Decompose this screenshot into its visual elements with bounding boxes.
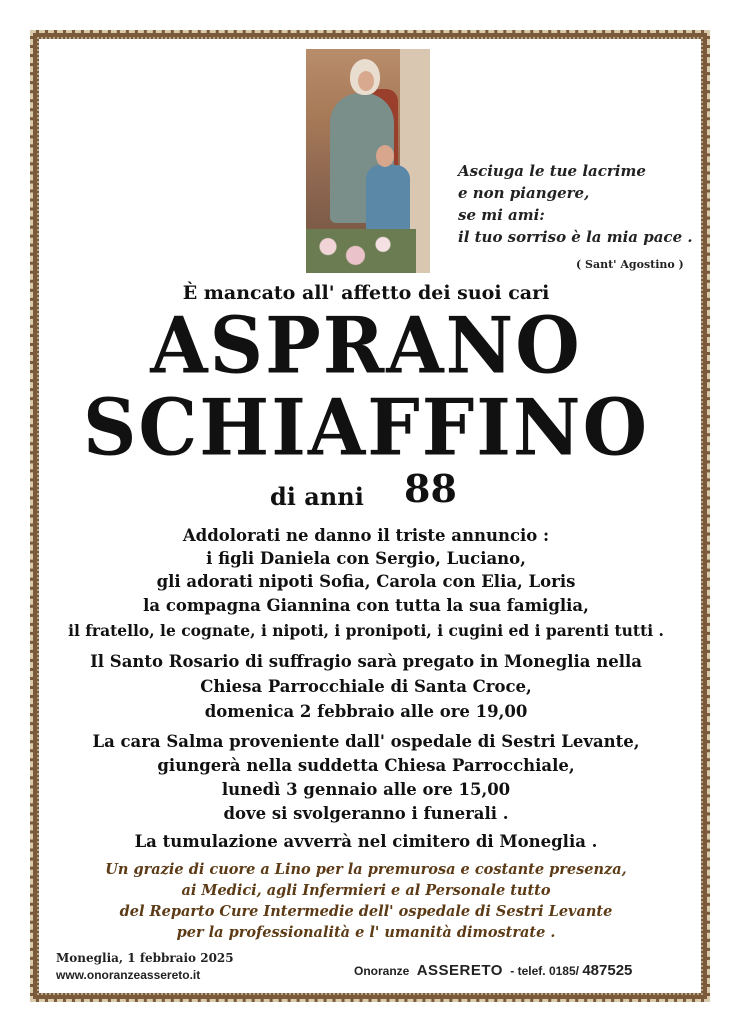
thanks-line: ai Medici, agli Infermieri e al Personale tutto	[181, 882, 551, 899]
deceased-last-name: SCHIAFFINO	[82, 382, 650, 474]
company-prefix: Onoranze	[354, 964, 410, 978]
saint-photo	[306, 49, 430, 273]
rosary-line: domenica 2 febbraio alle ore 19,00	[204, 702, 528, 721]
quote-line: il tuo sorriso è la mia pace .	[458, 228, 693, 246]
age-value: 88	[404, 466, 457, 511]
phone-prefix: - telef. 0185/	[510, 964, 579, 978]
quote	[458, 160, 698, 248]
burial-line: La tumulazione avverrà nel cimitero di Moneglia .	[134, 832, 598, 851]
deceased-first-name: ASPRANO	[150, 300, 582, 392]
intro-text: È mancato all' affetto dei suoi cari	[182, 282, 550, 304]
rosary-line: Chiesa Parrocchiale di Santa Croce,	[200, 677, 532, 696]
rosary-line: Il Santo Rosario di suffragio sarà pregato in Moneglia nella	[90, 652, 642, 671]
announcement-line: il fratello, le cognate, i nipoti, i pronipoti, i cugini ed i parenti tutti .	[68, 621, 664, 640]
website-link[interactable]: www.onoranzeassereto.it	[56, 968, 201, 982]
company-name: ASSERETO	[416, 962, 503, 979]
company-contact	[354, 962, 632, 979]
funeral-line: lunedì 3 gennaio alle ore 15,00	[221, 780, 511, 799]
place-date: Moneglia, 1 febbraio 2025	[56, 951, 234, 965]
footer-left	[56, 950, 234, 984]
announcement-line: i figli Daniela con Sergio, Luciano,	[206, 549, 526, 568]
quote-line: e non piangere,	[458, 184, 590, 202]
funeral-line: La cara Salma proveniente dall' ospedale di Sestri Levante,	[92, 732, 640, 751]
quote-line: Asciuga le tue lacrime	[458, 162, 646, 180]
quote-line: se mi ami:	[458, 206, 545, 224]
thanks-line: del Reparto Cure Intermedie dell' ospedale di Sestri Levante	[119, 903, 613, 920]
funeral-line: dove si svolgeranno i funerali .	[223, 804, 509, 823]
age-label: di anni	[270, 482, 364, 511]
thanks-line: per la professionalità e l' umanità dimostrate .	[176, 924, 556, 941]
announcement-line: Addolorati ne danno il triste annuncio :	[182, 526, 550, 545]
quote-author: ( Sant' Agostino )	[576, 258, 684, 271]
announcement-line: la compagna Giannina con tutta la sua famiglia,	[143, 596, 589, 615]
funeral-line: giungerà nella suddetta Chiesa Parrocchiale,	[157, 756, 575, 775]
phone-number: 487525	[582, 962, 633, 979]
announcement-line: gli adorati nipoti Sofia, Carola con Elia, Loris	[156, 572, 576, 591]
thanks-line: Un grazie di cuore a Lino per la premurosa e costante presenza,	[105, 861, 627, 878]
